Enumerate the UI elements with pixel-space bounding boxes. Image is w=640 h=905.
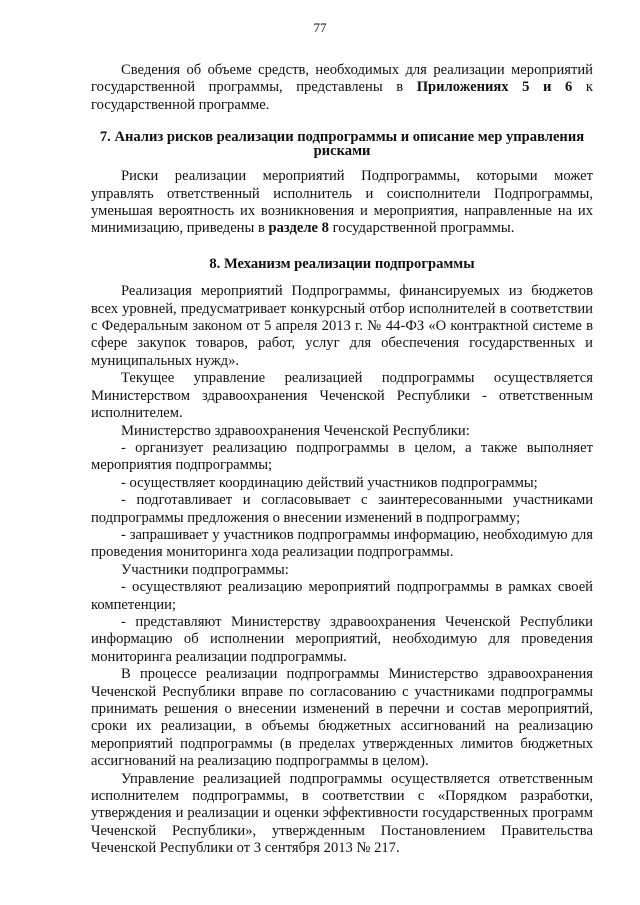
paragraph: Реализация мероприятий Подпрограммы, финансируемых из бюджетов всех уровней, предусматривает конкурсный отбор исполнителей в соответствии с Федеральным законом от 5 апреля 2013 г. № 44-ФЗ «О контрактной системе в сфере закупок товаров, работ, услуг для обеспечения государственных и муниципальных нужд». [91,283,593,369]
section-7-paragraph [91,168,593,238]
page-number: 77 [313,20,327,35]
document-body [91,62,593,858]
list-item: - запрашивает у участников подпрограммы информацию, необходимую для проведения мониторинга хода реализации подпрограммы. [91,526,593,561]
list-item: - представляют Министерству здравоохранения Чеченской Республики информацию об исполнении мероприятий, необходимую для проведения мониторинга реализации подпрограммы. [91,613,593,665]
paragraph: В процессе реализации подпрограммы Министерство здравоохранения Чеченской Республики вправе по согласованию с участниками подпрограммы принимать решения о внесении изменений в перечни и состав мероприятий, сроки их реализации, в объемы бюджетных ассигнований на реализацию мероприятий подпрограммы (в пределах утвержденных лимитов бюджетных ассигнований на реализацию подпрограммы в целом). [91,666,593,770]
list-item: - подготавливает и согласовывает с заинтересованными участниками подпрограммы предложения о внесении изменений в подпрограмму; [91,492,593,526]
section-7-text-end: государственной программы. [328,220,515,237]
intro-text: Сведения об объеме средств, необходимых для реализации мероприятий государственной программы, представлены в [91,62,593,96]
paragraph: Управление реализацией подпрограммы осуществляется ответственным исполнителем подпрограммы, в соответствии с «Порядком разработки, утверждения и реализации и оценки эффективности государственных программ Чеченской Республики», утвержденным Постановлением Правительства Чеченской Республики от 3 сентября 2013 № 217. [91,770,593,857]
intro-paragraph [91,62,593,114]
section-7-bold-ref: разделе 8 [268,220,329,237]
section-7-heading: 7. Анализ рисков реализации подпрограммы и описание мер управления рисками [99,129,585,160]
paragraph: Текущее управление реализацией подпрограммы осуществляется Министерством здравоохранения Чеченской Республики - ответственным исполнителем. [91,370,593,422]
intro-bold-ref: Приложениях 5 и 6 [416,79,573,96]
list-item: - осуществляют реализацию мероприятий подпрограммы в рамках своей компетенции; [91,579,593,613]
section-8-heading: 8. Механизм реализации подпрограммы [209,255,475,272]
intro-text-end: к государственной программе. [91,79,593,113]
list-item: - осуществляет координацию действий участников подпрограммы; [121,474,538,491]
section-7-text: Риски реализации мероприятий Подпрограммы, которыми может управлять ответственный исполнитель и соисполнители Подпрограммы, уменьшая вероятность их возникновения и мероприятия, направленные на их минимизацию, приведены в [91,168,593,237]
paragraph: Министерство здравоохранения Чеченской Республики: [121,422,470,439]
paragraph: Участники подпрограммы: [121,561,289,578]
list-item: - организует реализацию подпрограммы в целом, а также выполняет мероприятия подпрограммы; [91,439,593,474]
